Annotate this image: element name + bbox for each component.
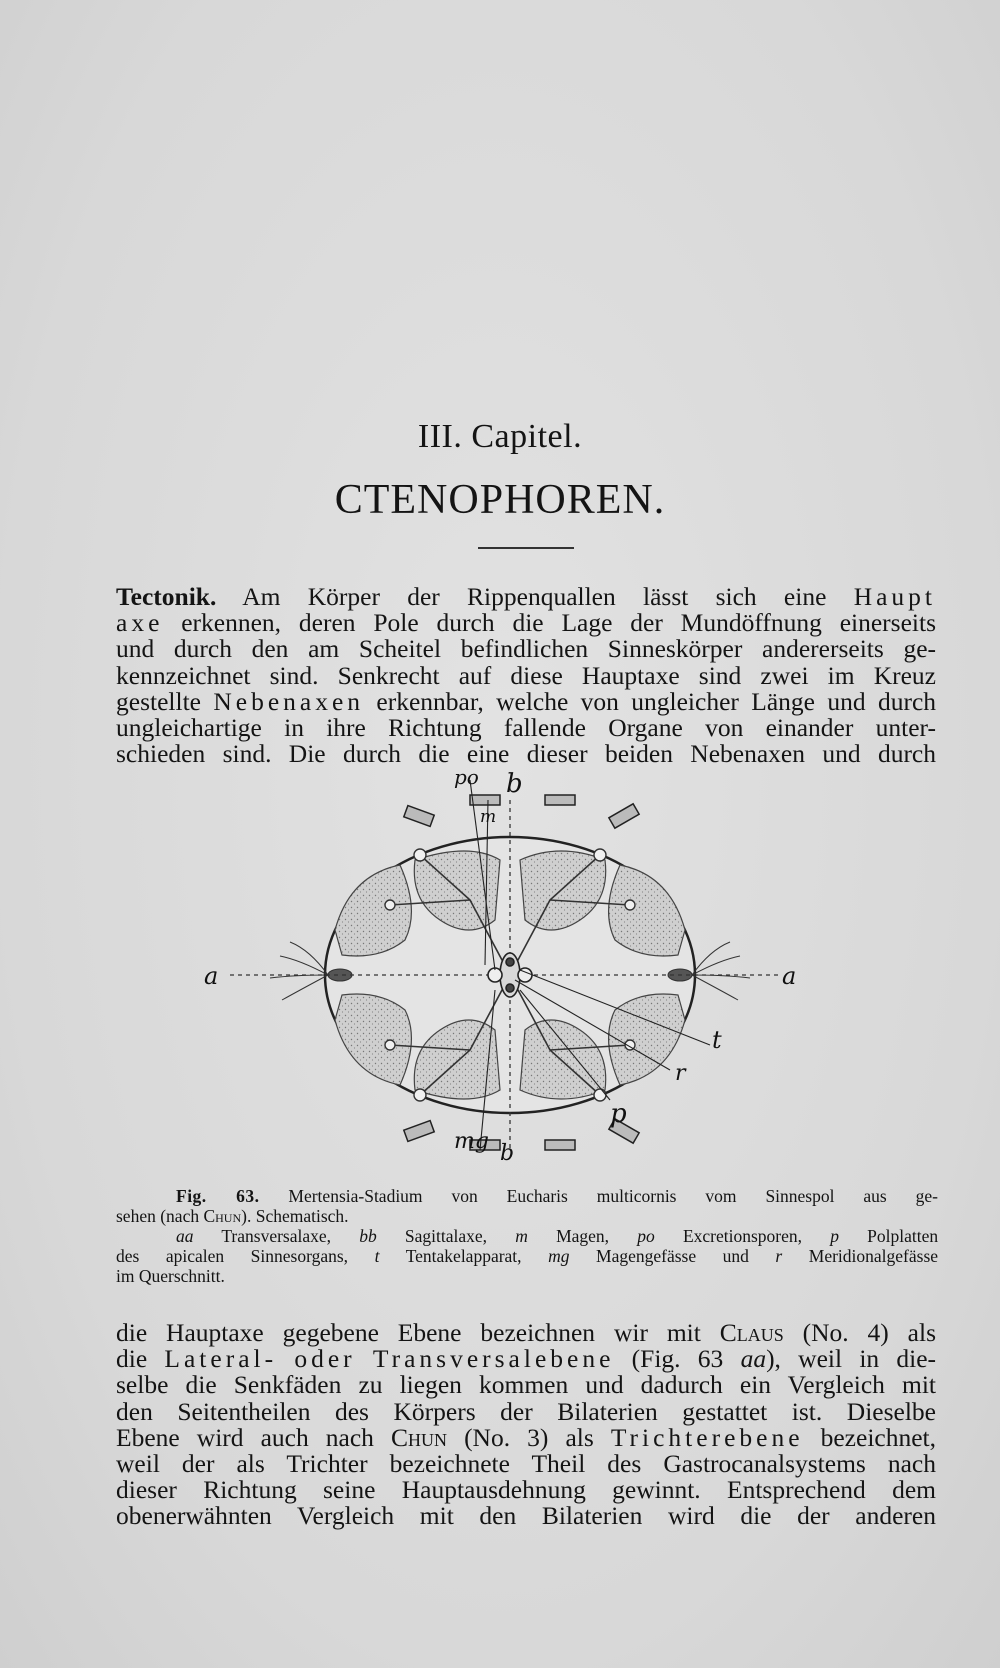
label-b-bottom: b [500,1141,515,1166]
text-run: (No. 4) als [802,1318,937,1347]
text-run: gestellte [116,686,201,716]
chapter-heading: III. Capitel. [417,418,583,455]
text-run: Am Körper der Rippenquallen lässt sich eine [242,582,827,611]
chapter-title: CTENOPHOREN. [334,477,666,523]
text-line: ungleichartige in ihre Richtung fallende Organe von einander unter- [116,713,936,743]
text-run: die Hauptaxe gegebene Ebene bezeichnen wir mit [116,1318,701,1347]
text-line [116,610,936,636]
text-line [116,584,936,610]
figure-caption [116,1186,938,1286]
spaced-term: oder [294,1344,356,1374]
text-run: Excretionsporen, [682,1226,802,1246]
text-line: kennzeichnet sind. Senkrecht auf diese Hauptaxe sind zwei im Kreuz [116,660,936,690]
label-po: po [454,765,479,789]
author-name: Claus [719,1318,784,1347]
text-line: und durch den am Scheitel befindlichen Sinneskörper andererseits ge- [116,634,936,664]
spaced-term: Lateral- [164,1344,278,1374]
text-run: Sagittalaxe, [404,1226,488,1246]
text-line: weil der als Trichter bezeichnete Theil des Gastrocanalsystems nach [116,1449,936,1479]
title-rule [478,547,574,549]
abbr: aa [176,1226,194,1246]
text-line [116,1422,936,1452]
caption-line [116,1186,938,1206]
text-run: erkennbar, welche von ungleicher Länge und durch [376,686,937,716]
text-line: selbe die Senkfäden zu liegen kommen und dadurch ein Vergleich mit [116,1370,936,1400]
text-run: (Fig. 63 [631,1344,724,1374]
label-mg: mg [454,1129,489,1154]
text-run: sehen (nach [116,1206,200,1226]
paragraph-continued [116,1320,936,1530]
text-line [116,1346,936,1372]
text-line: schieden sind. Die durch die eine dieser beiden Nebenaxen und durch [116,739,936,769]
text-run: Transversalaxe, [221,1226,332,1246]
text-run: Meridionalgefässe [808,1246,939,1266]
text-run: Ebene wird auch nach [116,1422,374,1452]
text-run: ). Schematisch. [241,1206,349,1226]
text-run: Polplatten [867,1226,939,1246]
text-line: dieser Richtung seine Hauptausdehnung gewinnt. Entsprechend dem [116,1475,936,1505]
run-in-heading: Tectonik. [116,582,217,611]
text-run: ), weil in die- [766,1344,937,1374]
label-p: p [610,1099,627,1129]
text-line [116,1320,936,1346]
abbr: t [374,1246,380,1266]
text-line [116,686,937,716]
label-a-right: a [782,962,797,990]
label-t: t [712,1026,722,1054]
abbr: bb [359,1226,377,1246]
spaced-term: Trichterebene [610,1422,804,1452]
caption-line: im Querschnitt. [116,1266,225,1286]
spaced-term: Haupt [853,582,937,611]
spaced-term: Transversalebene [372,1344,615,1374]
text-line: obenerwähnten Vergleich mit den Bilaterien wird die der anderen [116,1501,936,1531]
text-run: die [116,1344,148,1374]
label-a-left: a [204,962,219,990]
paragraph-tectonik [116,584,936,767]
text-run: erkennen, deren Pole durch die Lage der Mundöffnung einerseits [181,608,936,638]
label-r: r [675,1061,686,1086]
author-name: Chun [390,1422,447,1452]
text-run: Magen, [556,1226,610,1246]
abbr: p [830,1226,839,1246]
abbr: po [637,1226,655,1246]
abbr: m [515,1226,528,1246]
figure-63-illustration [170,765,910,1166]
author-name: Chun [203,1206,242,1226]
text-run: Mertensia-Stadium von Eucharis multicornis vom Sinnespol aus ge- [288,1186,938,1206]
label-m: m [480,807,497,827]
text-run: des apicalen Sinnesorgans, [116,1246,349,1266]
text-run: bezeichnet, [820,1422,936,1452]
spaced-term: Nebenaxen [213,686,365,716]
abbr: aa [740,1344,767,1374]
figure-number: Fig. 63. [176,1186,260,1206]
text-line: den Seitentheilen des Körpers der Bilaterien gestattet ist. Dieselbe [116,1396,936,1426]
abbr: mg [548,1246,570,1266]
caption-line [116,1246,938,1266]
text-run: Tentakelapparat, [405,1246,522,1266]
label-b-top: b [506,769,523,799]
text-run: (No. 3) als [464,1422,594,1452]
abbr: r [775,1246,783,1266]
spaced-term: axe [116,608,164,638]
caption-line [116,1226,938,1246]
caption-line [116,1206,938,1226]
text-run: Magengefässe und [596,1246,749,1266]
